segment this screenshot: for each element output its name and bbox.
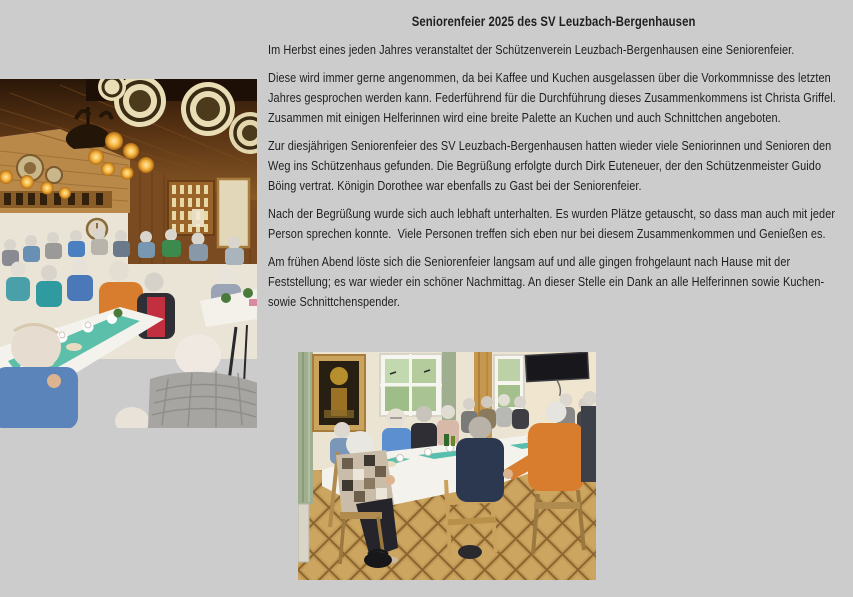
radiator	[298, 504, 309, 562]
curtain-left	[298, 352, 313, 504]
photo-schuetzenhaus-hall	[0, 79, 257, 428]
head-bottom-center	[115, 407, 149, 428]
woman-white-hair	[175, 334, 221, 376]
table-photo-illustration	[298, 352, 596, 580]
paragraph-kaffee: Diese wird immer gerne angenommen, da bei Kaffee und Kuchen ausgelassen über die Vorkommnisse des letzten Jahres gesprochen werden kann. Federführend für die Durchführung dieses Zusammenkommens ist Christa Griffel. Zusammen mit einigen Helferinnen wird eine breite Palette an Kuchen und auch Schnittchen angeboten.	[268, 70, 840, 125]
paragraph-abschluss: Am frühen Abend löste sich die Seniorenfeier langsam auf und alle gingen frohgelaunt nach Hause mit der Feststellung; es war wieder ein schöner Nachmittag. An dieser Stelle ein Dank an alle Helferinnen sowie Kuchen- sowie Schnittchenspender.	[268, 254, 828, 309]
article-text-column	[268, 12, 839, 320]
photo-seniorenfeier-table	[298, 352, 596, 580]
article-title: Seniorenfeier 2025 des SV Leuzbach-Bergenhausen	[411, 14, 696, 29]
framed-picture	[313, 355, 365, 431]
hall-photo-illustration	[0, 79, 257, 428]
black-handbag	[364, 552, 392, 568]
paragraph-unterhaltung: Nach der Begrüßung wurde sich auch lebhaft unterhalten. Es wurden Plätze getauscht, so dass man auch mit jeder Person sprechen konnte. Viele Personen treffen sich eben nur bei diesem Zusammenkommen und Genießen es.	[268, 206, 839, 241]
window-left	[380, 354, 442, 416]
display-cabinet	[168, 181, 214, 235]
paragraph-begruessung: Zur diesjährigen Seniorenfeier des SV Leuzbach-Bergenhausen hatten wieder viele Seniorinnen und Senioren den Weg ins Schützenhaus gefunden. Die Begrüßung erfolgte durch Dirk Euteneuer, der den Schützenmeister Guido Böing vertrat. Königin Dorothee war ebenfalls zu Gast bei der Seniorenfeier.	[268, 138, 835, 193]
woman-blue-shirt	[0, 367, 78, 428]
paragraph-intro: Im Herbst eines jeden Jahres veranstaltet der Schützenverein Leuzbach-Bergenhausen eine Seniorenfeier.	[268, 42, 795, 57]
